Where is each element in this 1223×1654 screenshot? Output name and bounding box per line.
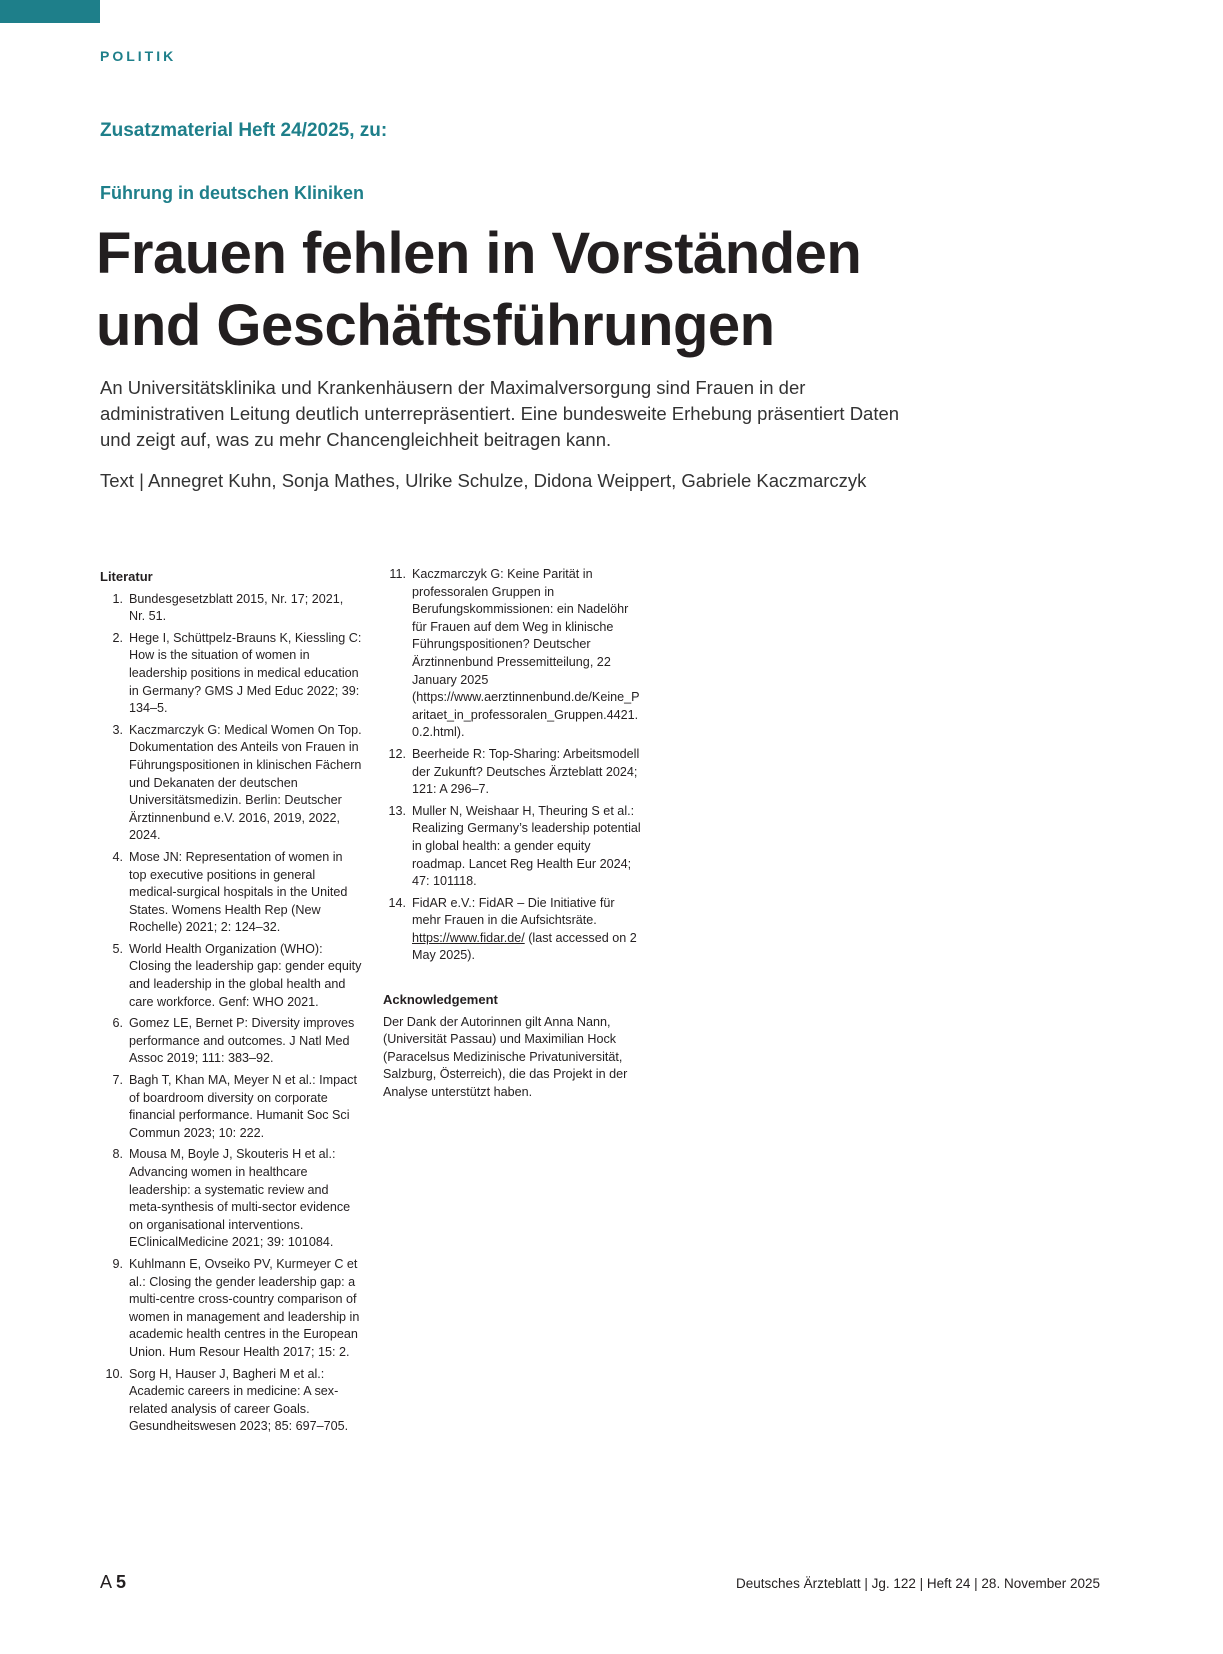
supplement-note: Zusatzmaterial Heft 24/2025, zu:: [100, 120, 388, 141]
reference-number: 7.: [112, 1073, 123, 1088]
reference-number: 2.: [112, 630, 123, 645]
reference-text-after: (last accessed on 2 May 2025).: [412, 930, 637, 963]
reference-number: 4.: [112, 849, 123, 864]
reference-text: Kaczmarczyk G: Medical Women On Top. Dokumentation des Anteils von Frauen in Führungspositionen in klinischen Fächern und Dekanaten der deutschen Universitätsmedizin. Berlin: Deutscher Ärztinnenbund e.V. 2016, 2019, 2022, 2024.: [129, 722, 362, 843]
reference-item: [383, 803, 645, 891]
title-line-2: und Geschäftsführungen: [96, 293, 775, 358]
reference-list-right: [383, 566, 645, 891]
acknowledgement-heading: Acknowledgement: [383, 992, 498, 1008]
reference-number: 9.: [112, 1256, 123, 1271]
acknowledgement-text: Der Dank der Autorinnen gilt Anna Nann, (Universität Passau) und Maximilian Hock (Paracelsus Medizinische Privatuniversität, Salzburg, Österreich), die das Projekt in der Analyse unterstützt haben.: [383, 1014, 628, 1100]
reference-text: Mousa M, Boyle J, Skouteris H et al.: Advancing women in healthcare leadership: a systematic review and meta-synthesis of multi-sector evidence on organisational interventions. EClinicalMedicine 2021; 39: 101084.: [129, 1147, 351, 1250]
reference-list-right-end: [383, 895, 645, 965]
reference-number: 6.: [112, 1016, 123, 1031]
reference-text: [412, 895, 645, 965]
reference-text: Bagh T, Khan MA, Meyer N et al.: Impact of boardroom diversity on corporate financial performance. Humanit Soc Sci Commun 2023; 10: 222.: [129, 1073, 357, 1140]
reference-number: 11.: [389, 567, 406, 581]
reference-item: [100, 1015, 362, 1068]
reference-text: Muller N, Weishaar H, Theuring S et al.: Realizing Germany’s leadership potential in global health: a gender equity roadmap. Lancet Reg Health Eur 2024; 47: 101118.: [412, 803, 641, 889]
reference-list-left: [100, 591, 362, 1436]
page-number-value: 5: [116, 1572, 127, 1592]
reference-item: [100, 1256, 362, 1362]
reference-item-14: [383, 895, 645, 965]
page-title: [96, 218, 1146, 362]
reference-number: 5.: [112, 941, 123, 956]
reference-item: [383, 566, 645, 742]
section-label: POLITIK: [100, 48, 177, 64]
reference-text: Mose JN: Representation of women in top executive positions in general medical-surgical hospitals in the United States. Womens Health Rep (New Rochelle) 2021; 2: 124–32.: [129, 849, 348, 935]
reference-number: 3.: [112, 722, 123, 737]
reference-number: 8.: [112, 1147, 123, 1162]
reference-item: [383, 746, 645, 799]
reference-number: 1.: [112, 591, 123, 606]
reference-text: Beerheide R: Top-Sharing: Arbeitsmodell der Zukunft? Deutsches Ärzteblatt 2024; 121: A 296–7.: [412, 746, 640, 797]
reference-item: [100, 1072, 362, 1142]
reference-item: [100, 591, 362, 626]
reference-text-before: FidAR e.V.: FidAR – Die Initiative für mehr Frauen in die Aufsichtsräte.: [412, 895, 615, 928]
reference-item: [100, 722, 362, 845]
reference-number: 13.: [388, 803, 406, 818]
reference-text: Bundesgesetzblatt 2015, Nr. 17; 2021, Nr. 51.: [129, 591, 344, 624]
reference-item: [100, 1366, 362, 1436]
reference-item: [100, 849, 362, 937]
page-number: [100, 1572, 126, 1593]
kicker: Führung in deutschen Kliniken: [100, 183, 365, 203]
reference-text: Kuhlmann E, Ovseiko PV, Kurmeyer C et al.: Closing the gender leadership gap: a multi-centre cross-country comparison of women in management and leadership in academic health centres in the European Union. Hum Resour Health 2017; 15: 2.: [129, 1256, 360, 1359]
journal-info: Deutsches Ärzteblatt | Jg. 122 | Heft 24 | 28. November 2025: [736, 1576, 1100, 1591]
lead-paragraph: An Universitätsklinika und Krankenhäusern der Maximalversorgung sind Frauen in der administrativen Leitung deutlich unterrepräsentiert. Eine bundesweite Erhebung präsentiert Daten und zeigt auf, was zu mehr Chancengleichheit beitragen kann.: [100, 377, 900, 450]
literature-heading: Literatur: [100, 569, 153, 584]
reference-text: Sorg H, Hauser J, Bagheri M et al.: Academic careers in medicine: A sex-related analysis of career Goals. Gesundheitswesen 2023; 85: 697–705.: [129, 1366, 349, 1434]
fidar-link[interactable]: https://www.fidar.de/: [412, 930, 525, 945]
accent-bar: [0, 0, 100, 23]
literature-column-right: [383, 566, 645, 1102]
title-line-1: Frauen fehlen in Vorständen: [96, 221, 862, 286]
reference-item: [100, 941, 362, 1011]
reference-number: 10.: [105, 1366, 123, 1381]
reference-text: Kaczmarczyk G: Keine Parität in professoralen Gruppen in Berufungskommissionen: ein Nadelöhr für Frauen auf dem Weg in klinische Führungspositionen? Deutscher Ärztinnenbund Pressemitteilung, 22 January 2025 (https://www.aerztinnenbund.de/Keine_Paritaet_in_professoralen_Gruppen.4421.0.2.html).: [412, 567, 640, 740]
reference-text: Gomez LE, Bernet P: Diversity improves performance and outcomes. J Natl Med Assoc 2019; 111: 383–92.: [129, 1016, 355, 1066]
reference-item: [100, 1146, 362, 1252]
acknowledgement-section: [383, 991, 645, 1102]
page-prefix: A: [100, 1572, 112, 1592]
reference-number: 12.: [388, 746, 406, 761]
literature-column-left: [100, 568, 362, 1440]
author-line: Text | Annegret Kuhn, Sonja Mathes, Ulrike Schulze, Didona Weippert, Gabriele Kaczmarczyk: [100, 470, 867, 491]
reference-text: World Health Organization (WHO): Closing the leadership gap: gender equity and leadership in the global health and care workforce. Genf: WHO 2021.: [129, 941, 362, 1009]
reference-text: Hege I, Schüttpelz-Brauns K, Kiessling C: How is the situation of women in leadership positions in medical education in Germany? GMS J Med Educ 2022; 39: 134–5.: [129, 630, 362, 716]
reference-item: [100, 630, 362, 718]
reference-number: 14.: [388, 895, 406, 910]
